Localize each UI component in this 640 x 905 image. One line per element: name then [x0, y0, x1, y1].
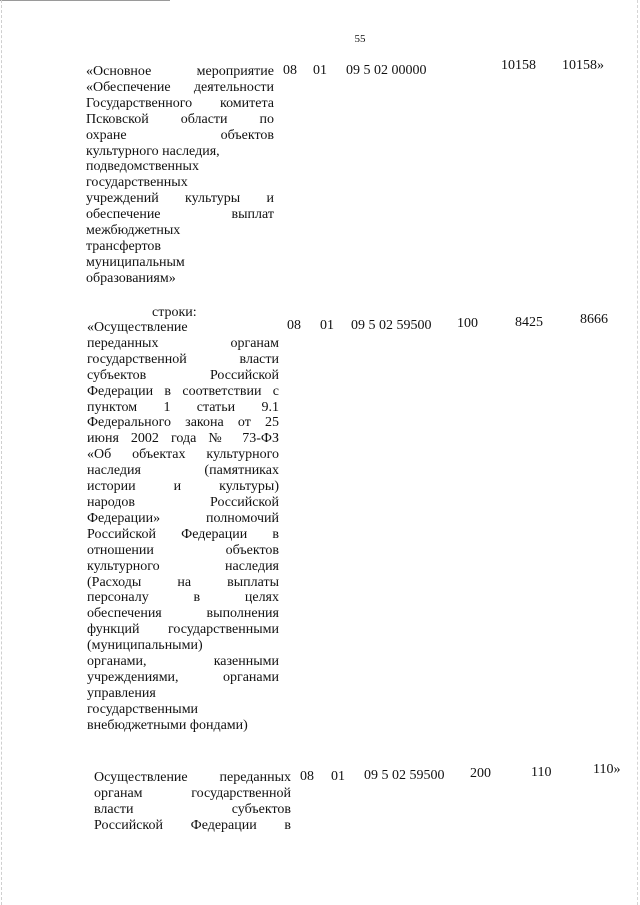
description-line: «Обеспечение деятельности — [86, 79, 274, 95]
description-line: июня 2002 года № 73-ФЗ — [87, 431, 279, 447]
description-line: муниципальным — [86, 254, 185, 270]
target-article-code: 09 5 02 00000 — [346, 63, 427, 78]
description-line: культурного наследия, — [86, 143, 220, 159]
description-line: Федерального закона от 25 — [87, 415, 279, 431]
description-line: Российской Федерации в — [94, 817, 291, 833]
description-line: межбюджетных — [86, 223, 181, 239]
description-line: (Расходы на выплаты — [87, 574, 279, 590]
subsection-code: 01 — [320, 318, 334, 333]
description-line: государственной власти — [87, 351, 279, 367]
row-description — [94, 770, 291, 834]
scan-artifact-right-edge — [637, 0, 638, 905]
subsection-code: 01 — [313, 63, 327, 78]
description-line: народов Российской — [87, 494, 279, 510]
scan-artifact-left-edge — [1, 0, 2, 905]
description-line: отношении объектов — [87, 542, 279, 558]
description-line: подведомственных — [86, 159, 199, 175]
description-line: Осуществление переданных — [94, 770, 291, 785]
description-line: органами, казенными — [87, 654, 279, 670]
amount-year-1: 10158 — [501, 58, 536, 73]
description-line: Государственного комитета — [86, 95, 274, 111]
description-line: пунктом 1 статьи 9.1 — [87, 399, 279, 415]
description-line: охране объектов — [86, 127, 274, 143]
description-line: истории и культуры) — [87, 479, 279, 495]
description-line: Федерации в соответствии с — [87, 383, 279, 399]
description-line: образованиям» — [86, 270, 176, 286]
row-caption: строки: — [152, 305, 197, 320]
description-line: наследия (памятниках — [87, 463, 279, 479]
amount-year-1: 8425 — [515, 315, 543, 330]
description-line: учреждений культуры и — [86, 191, 274, 207]
section-code: 08 — [283, 63, 297, 78]
section-code: 08 — [300, 769, 314, 784]
description-line: государственными — [87, 701, 199, 717]
description-line: государственных — [86, 175, 188, 191]
section-code: 08 — [287, 318, 301, 333]
description-line: Псковской области по — [86, 111, 274, 127]
description-line: «Основное мероприятие — [86, 64, 274, 79]
description-line: трансфертов — [86, 238, 162, 254]
expense-type-code: 100 — [457, 316, 478, 331]
amount-year-2: 10158» — [562, 58, 604, 73]
description-line: власти субъектов — [94, 801, 291, 817]
description-line: культурного наследия — [87, 558, 279, 574]
description-line: Федерации» полномочий — [87, 510, 279, 526]
description-line: субъектов Российской — [87, 367, 279, 383]
row-description — [87, 320, 279, 734]
amount-year-1: 110 — [531, 765, 552, 780]
description-line: (муниципальными) — [87, 638, 203, 654]
description-line: Российской Федерации в — [87, 526, 279, 542]
description-line: органам государственной — [94, 785, 291, 801]
description-line: учреждениями, органами — [87, 669, 279, 685]
description-line: «Об объектах культурного — [87, 447, 279, 463]
row-description — [86, 64, 274, 287]
scan-artifact-top-line — [0, 0, 170, 1]
page-number: 55 — [354, 33, 366, 45]
description-line: персоналу в целях — [87, 590, 279, 606]
description-line: функций государственными — [87, 622, 279, 638]
target-article-code: 09 5 02 59500 — [364, 768, 445, 783]
description-line: управления — [87, 685, 156, 701]
description-line: внебюджетными фондами) — [87, 717, 248, 733]
description-line: переданных органам — [87, 335, 279, 351]
target-article-code: 09 5 02 59500 — [351, 318, 432, 333]
description-line: «Осуществление — [87, 320, 188, 335]
amount-year-2: 8666 — [580, 312, 608, 327]
description-line: обеспечения выполнения — [87, 606, 279, 622]
expense-type-code: 200 — [470, 766, 491, 781]
description-line: обеспечение выплат — [86, 207, 274, 223]
amount-year-2: 110» — [593, 762, 621, 777]
subsection-code: 01 — [331, 769, 345, 784]
